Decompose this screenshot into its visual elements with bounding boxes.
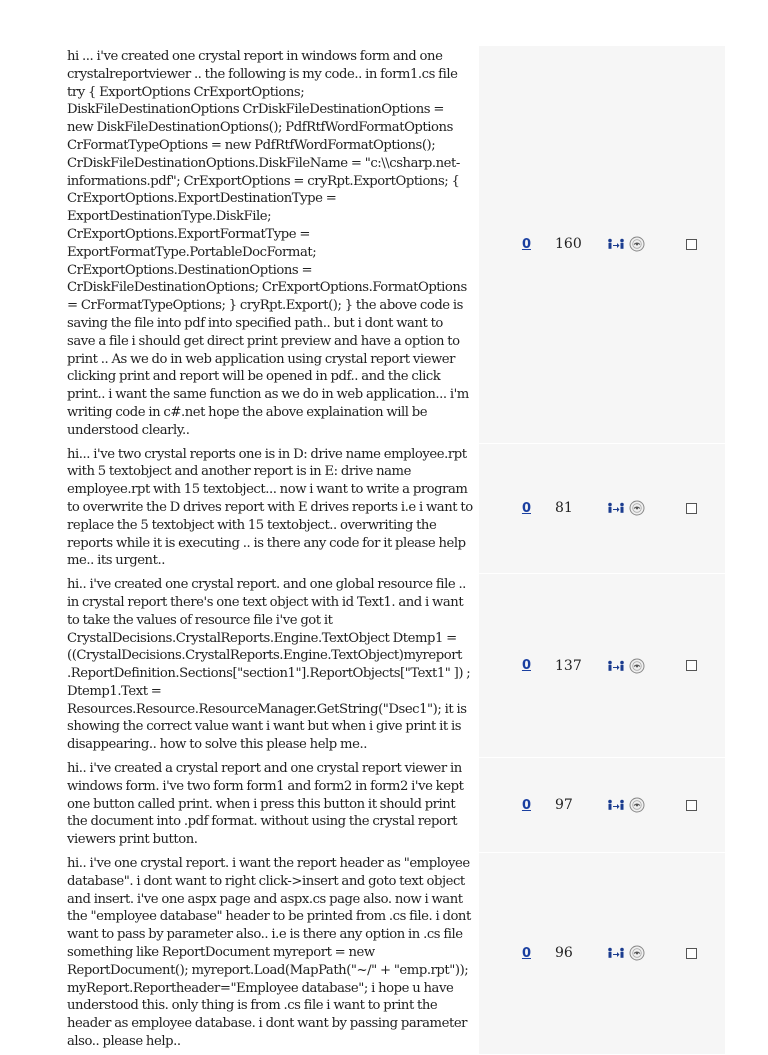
thread-actions [599, 658, 657, 674]
users-icon[interactable] [607, 502, 625, 514]
thread-stats [479, 500, 599, 516]
select-cell [657, 239, 725, 250]
select-cell [657, 503, 725, 514]
watch-icon[interactable] [629, 236, 645, 252]
replies-link[interactable]: 0 [521, 500, 531, 516]
users-icon[interactable] [607, 799, 625, 811]
thread-checkbox[interactable] [686, 503, 697, 514]
users-icon[interactable] [607, 238, 625, 250]
thread-row [60, 574, 725, 758]
replies-link[interactable]: 0 [521, 797, 531, 813]
thread-text: hi ... i've created one crystal report in windows form and one crystalreportviewer .. the following is my code.. in form1.cs file try { ExportOptions CrExportOptions; DiskFileDestinationOptions CrDiskFileDestinationOptions = new DiskFileDestinationOptions(); PdfRtfWordFormatOptions CrFormatTypeOptions = new PdfRtfWordFormatOptions(); CrDiskFileDestinationOptions.DiskFileName = "c:\\csharp.net-informations.pdf"; CrExportOptions = cryRpt.ExportOptions; { CrExportOptions.ExportDestinationType = ExportDestinationType.DiskFile; CrExportOptions.ExportFormatType = ExportFormatType.PortableDocFormat; CrExportOptions.DestinationOptions = CrDiskFileDestinationOptions; CrExportOptions.FormatOptions = CrFormatTypeOptions; } cryRpt.Export(); } the above code is saving the file into pdf into specified path.. but i dont want to save a file i should get direct print preview and have a option to print .. As we do in web application using crystal report viewer clicking print and report will be opened in pdf.. and the click print.. i want the same function as we do in web application... i'm writing code in c#.net hope the above explaination will be understood clearly.. [60, 46, 479, 443]
select-cell [657, 660, 725, 671]
users-icon[interactable] [607, 660, 625, 672]
views-count: 97 [555, 797, 573, 814]
thread-actions [599, 500, 657, 516]
thread-actions [599, 945, 657, 961]
thread-text: hi.. i've one crystal report. i want the report header as "employee database". i dont want to right click->insert and goto text object and insert. i've one aspx page and aspx.cs page also. now i want the "employee database" header to be printed from .cs file. i dont want to pass by parameter also.. i.e is there any option in .cs file something like ReportDocument myreport = new ReportDocument(); myreport.Load(MapPath("~/" + "emp.rpt")); myReport.Reportheader="Employee database"; i hope u have understood this. only thing is from .cs file i want to print the header as employee database. i dont want by passing parameter also.. please help.. [60, 853, 479, 1054]
views-count: 96 [555, 945, 573, 962]
thread-stats [479, 236, 599, 252]
thread-checkbox[interactable] [686, 660, 697, 671]
thread-actions [599, 236, 657, 252]
thread-checkbox[interactable] [686, 800, 697, 811]
watch-icon[interactable] [629, 797, 645, 813]
thread-list [60, 46, 725, 1055]
thread-row [60, 46, 725, 444]
watch-icon[interactable] [629, 945, 645, 961]
thread-text: hi.. i've created a crystal report and one crystal report viewer in windows form. i've two form form1 and form2 in form2 i've kept one button called print. when i press this button it should print the document into .pdf format. without using the crystal report viewers print button. [60, 758, 479, 852]
thread-row [60, 758, 725, 853]
select-cell [657, 948, 725, 959]
thread-checkbox[interactable] [686, 239, 697, 250]
thread-stats [479, 945, 599, 961]
views-count: 137 [555, 657, 582, 674]
replies-link[interactable]: 0 [521, 236, 531, 252]
users-icon[interactable] [607, 947, 625, 959]
select-cell [657, 800, 725, 811]
replies-link[interactable]: 0 [521, 945, 531, 961]
views-count: 81 [555, 500, 573, 517]
thread-stats [479, 797, 599, 813]
replies-link[interactable]: 0 [521, 658, 531, 674]
thread-text: hi.. i've created one crystal report. and one global resource file .. in crystal report there's one text object with id Text1. and i want to take the values of resource file i've got it CrystalDecisions.CrystalReports.Engine.TextObject Dtemp1 = ((CrystalDecisions.CrystalReports.Engine.TextObject)myreport .ReportDefinition.Sections["section1"].ReportObjects["Text1" ]) ; Dtemp1.Text = Resources.Resource.ResourceManager.GetString("Dsec1"); it is showing the correct value want i want but when i give print it is disappearing.. how to solve this please help me.. [60, 574, 479, 757]
thread-actions [599, 797, 657, 813]
thread-row [60, 444, 725, 575]
thread-row [60, 853, 725, 1055]
watch-icon[interactable] [629, 658, 645, 674]
thread-checkbox[interactable] [686, 948, 697, 959]
thread-stats [479, 658, 599, 674]
views-count: 160 [555, 236, 582, 253]
watch-icon[interactable] [629, 500, 645, 516]
thread-text: hi... i've two crystal reports one is in D: drive name employee.rpt with 5 textobject and another report is in E: drive name employee.rpt with 15 textobject... now i want to write a program to overwrite the D drives report with E drives reports i.e i want to replace the 5 textobject with 15 textobject.. overwriting the reports while it is executing .. is there any code for it please help me.. its urgent.. [60, 444, 479, 574]
